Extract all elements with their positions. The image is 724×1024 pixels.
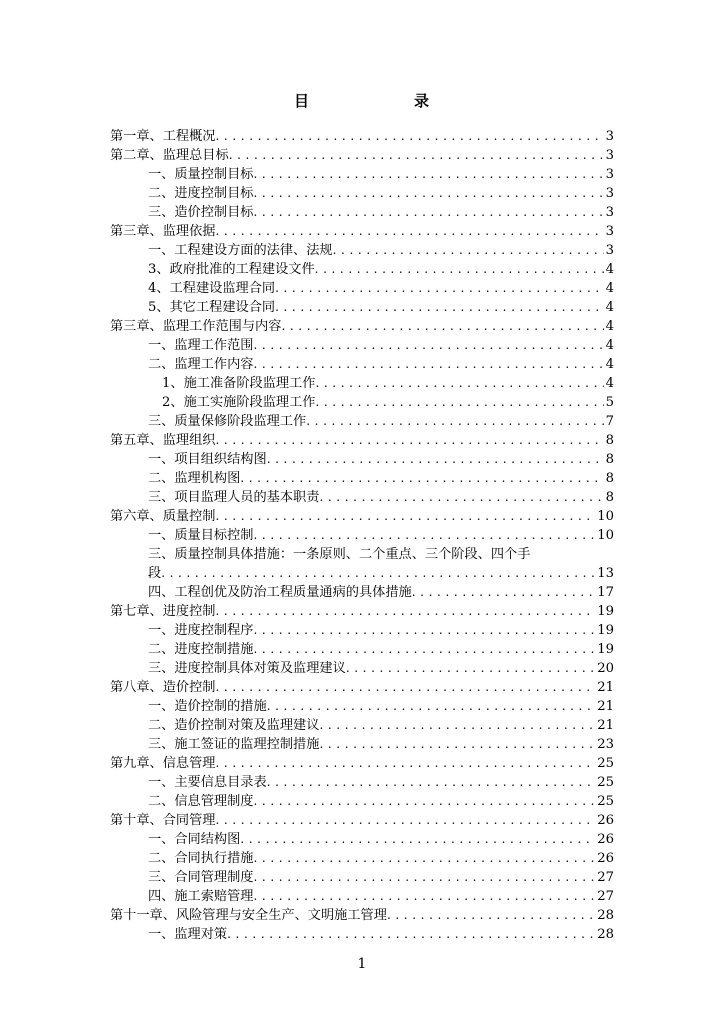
toc-entry-page: 19	[597, 642, 614, 657]
toc-dot-leader	[254, 203, 604, 222]
toc-entry-label: 三、质量保修阶段监理工作	[148, 414, 307, 429]
toc-entry-page: 23	[597, 737, 614, 752]
toc-entry-page: 25	[597, 794, 614, 809]
toc-entry[interactable]	[110, 298, 614, 317]
toc-entry-label: 二、监理机构图	[148, 471, 241, 486]
toc-entry-label: 三、进度控制具体对策及监理建议	[148, 661, 346, 676]
toc-entry[interactable]	[110, 374, 614, 393]
toc-entry-label: 1、施工准备阶段监理工作	[162, 376, 316, 391]
toc-entry-label: 一、质量控制目标	[148, 167, 254, 182]
toc-entry-label: 3、政府批准的工程建设文件	[148, 262, 315, 277]
toc-entry[interactable]	[110, 146, 614, 165]
toc-entry-label: 三、合同管理制度	[148, 870, 254, 885]
toc-dot-leader	[319, 716, 595, 735]
toc-entry-label: 二、监理工作内容	[148, 357, 254, 372]
toc-entry-label: 一、合同结构图	[148, 832, 241, 847]
toc-dot-leader	[216, 127, 604, 146]
toc-dot-leader	[254, 621, 596, 640]
toc-title-char-1: 目	[294, 92, 310, 110]
toc-entry[interactable]	[110, 678, 614, 697]
toc-entry[interactable]	[110, 488, 614, 507]
toc-entry-page: 3	[605, 205, 614, 220]
toc-dot-leader	[333, 241, 604, 260]
toc-entry-page: 4	[605, 300, 614, 315]
toc-entry-label: 三、施工签证的监理控制措施	[148, 737, 320, 752]
toc-entry[interactable]	[110, 355, 614, 374]
toc-entry-page: 4	[605, 376, 614, 391]
toc-entry-label: 第八章、造价控制	[110, 680, 216, 695]
toc-entry-page: 21	[597, 699, 614, 714]
toc-entry[interactable]	[110, 697, 614, 716]
toc-dot-leader	[216, 602, 596, 621]
toc-dot-leader	[315, 393, 603, 412]
toc-dot-leader	[254, 887, 596, 906]
toc-entry-page: 26	[597, 832, 614, 847]
toc-dot-leader	[254, 355, 604, 374]
toc-entry[interactable]	[110, 887, 614, 906]
toc-entry-page: 4	[605, 357, 614, 372]
toc-entry[interactable]	[110, 317, 614, 336]
toc-dot-leader	[315, 260, 604, 279]
toc-dot-leader	[275, 298, 604, 317]
toc-entry-label: 第六章、质量控制	[110, 509, 216, 524]
toc-dot-leader	[412, 583, 595, 602]
toc-entry-page: 8	[605, 452, 614, 467]
toc-entry[interactable]	[110, 754, 614, 773]
toc-title	[0, 90, 724, 112]
toc-entry[interactable]	[110, 659, 614, 678]
toc-entry[interactable]	[110, 925, 614, 944]
toc-entry-label: 4、工程建设监理合同	[148, 281, 276, 296]
toc-entry-label: 第一章、工程概况	[110, 129, 216, 144]
toc-entry-label: 三、质量控制具体措施：一条原则、二个重点、三个阶段、四个手	[148, 547, 531, 562]
toc-dot-leader	[254, 336, 604, 355]
toc-entry[interactable]	[110, 127, 614, 146]
toc-entry-page: 10	[597, 528, 614, 543]
toc-entry[interactable]	[110, 260, 614, 279]
toc-title-char-2: 录	[414, 92, 430, 110]
toc-entry[interactable]	[110, 431, 614, 450]
toc-entry-page: 17	[597, 585, 614, 600]
toc-entry-page: 8	[605, 471, 614, 486]
toc-dot-leader	[216, 431, 604, 450]
toc-entry-label: 第三章、监理依据	[110, 224, 216, 239]
toc-entry[interactable]	[110, 773, 614, 792]
toc-dot-leader	[387, 906, 595, 925]
toc-dot-leader	[346, 659, 595, 678]
toc-entry[interactable]	[110, 602, 614, 621]
toc-entry-page: 3	[605, 186, 614, 201]
toc-entry[interactable]	[110, 564, 614, 583]
toc-entry-page: 3	[605, 167, 614, 182]
toc-entry[interactable]	[110, 165, 614, 184]
toc-entry-label: 四、施工索赔管理	[148, 889, 254, 904]
toc-dot-leader	[240, 469, 603, 488]
toc-dot-leader	[254, 640, 596, 659]
toc-entry-page: 25	[597, 756, 614, 771]
toc-entry-page: 3	[605, 243, 614, 258]
page-number: 1	[357, 956, 367, 972]
toc-entry-page: 27	[597, 889, 614, 904]
toc-entry[interactable]	[110, 906, 614, 925]
toc-entry[interactable]	[110, 640, 614, 659]
toc-entry-label: 一、监理对策	[148, 927, 228, 942]
toc-entry-label: 三、造价控制目标	[148, 205, 254, 220]
toc-entry-label: 一、监理工作范围	[148, 338, 254, 353]
toc-entry-page: 13	[597, 566, 614, 581]
toc-entry-label: 5、其它工程建设合同	[148, 300, 276, 315]
toc-entry-page: 10	[597, 509, 614, 524]
toc-entry-page: 8	[605, 490, 614, 505]
toc-dot-leader	[254, 526, 596, 545]
toc-entry-label: 二、信息管理制度	[148, 794, 254, 809]
toc-entry[interactable]	[110, 450, 614, 469]
toc-entry-label: 第七章、进度控制	[110, 604, 216, 619]
toc-dot-leader	[267, 697, 596, 716]
toc-dot-leader	[254, 849, 596, 868]
toc-entry-label: 二、合同执行措施	[148, 851, 254, 866]
toc-entry-label: 第二章、监理总目标	[110, 148, 229, 163]
toc-dot-leader	[216, 754, 596, 773]
toc-dot-leader	[227, 925, 595, 944]
toc-dot-leader	[216, 678, 596, 697]
toc-dot-leader	[240, 830, 595, 849]
toc-entry[interactable]	[110, 184, 614, 203]
toc-dot-leader	[161, 564, 595, 583]
toc-dot-leader	[267, 450, 604, 469]
toc-dot-leader	[254, 792, 596, 811]
toc-entry[interactable]	[110, 526, 614, 545]
toc-entry[interactable]	[110, 849, 614, 868]
toc-dot-leader	[281, 317, 603, 336]
toc-entry[interactable]	[110, 336, 614, 355]
table-of-contents	[110, 127, 614, 944]
toc-entry[interactable]	[110, 583, 614, 602]
toc-entry-label: 第九章、信息管理	[110, 756, 216, 771]
toc-dot-leader	[254, 184, 604, 203]
toc-entry-page: 20	[597, 661, 614, 676]
toc-entry[interactable]	[110, 393, 614, 412]
toc-entry-page: 4	[605, 281, 614, 296]
toc-entry-label: 第十章、合同管理	[110, 813, 216, 828]
toc-dot-leader	[319, 488, 603, 507]
toc-entry[interactable]	[110, 792, 614, 811]
toc-entry-page: 25	[597, 775, 614, 790]
toc-entry[interactable]	[110, 716, 614, 735]
toc-entry-page: 19	[597, 623, 614, 638]
toc-dot-leader	[216, 222, 604, 241]
toc-entry-label: 一、进度控制程序	[148, 623, 254, 638]
toc-entry-page: 3	[605, 129, 614, 144]
toc-entry[interactable]	[110, 545, 614, 564]
toc-dot-leader	[254, 165, 604, 184]
toc-dot-leader	[267, 773, 596, 792]
toc-entry-label: 四、工程创优及防治工程质量通病的具体措施	[148, 585, 412, 600]
toc-entry-page: 26	[597, 813, 614, 828]
toc-entry-page: 4	[605, 262, 614, 277]
toc-dot-leader	[254, 868, 596, 887]
toc-entry-page: 5	[605, 395, 614, 410]
toc-entry-label: 二、进度控制目标	[148, 186, 254, 201]
toc-entry-label: 一、工程建设方面的法律、法规	[148, 243, 333, 258]
toc-entry[interactable]	[110, 412, 614, 431]
toc-entry-label: 第五章、监理组织	[110, 433, 216, 448]
toc-entry[interactable]	[110, 203, 614, 222]
toc-entry[interactable]	[110, 811, 614, 830]
toc-entry-label: 段	[148, 566, 162, 581]
toc-entry[interactable]	[110, 469, 614, 488]
toc-entry-page: 3	[605, 224, 614, 239]
toc-entry[interactable]	[110, 868, 614, 887]
toc-dot-leader	[275, 279, 604, 298]
toc-entry-label: 二、进度控制措施	[148, 642, 254, 657]
toc-entry-label: 一、项目组织结构图	[148, 452, 267, 467]
toc-dot-leader	[306, 412, 603, 431]
toc-entry-page: 26	[597, 851, 614, 866]
toc-entry[interactable]	[110, 830, 614, 849]
toc-entry-page: 8	[605, 433, 614, 448]
toc-entry-page: 21	[597, 718, 614, 733]
toc-entry-label: 第三章、监理工作范围与内容	[110, 319, 282, 334]
toc-entry[interactable]	[110, 222, 614, 241]
toc-entry-page: 3	[605, 148, 614, 163]
toc-entry-page: 21	[597, 680, 614, 695]
toc-entry-label: 第十一章、风险管理与安全生产、文明施工管理	[110, 908, 387, 923]
toc-entry-page: 4	[605, 338, 614, 353]
toc-entry-page: 27	[597, 870, 614, 885]
toc-entry-page: 28	[597, 908, 614, 923]
toc-entry[interactable]	[110, 621, 614, 640]
toc-entry-label: 三、项目监理人员的基本职责	[148, 490, 320, 505]
toc-entry-label: 一、主要信息目录表	[148, 775, 267, 790]
toc-entry-page: 19	[597, 604, 614, 619]
toc-dot-leader	[319, 735, 595, 754]
toc-entry[interactable]	[110, 735, 614, 754]
toc-entry-label: 一、质量目标控制	[148, 528, 254, 543]
toc-dot-leader	[229, 146, 604, 165]
toc-dot-leader	[216, 811, 596, 830]
toc-dot-leader	[216, 507, 596, 526]
toc-entry-label: 2、施工实施阶段监理工作	[162, 395, 316, 410]
toc-entry[interactable]	[110, 241, 614, 260]
toc-entry-label: 一、造价控制的措施	[148, 699, 267, 714]
toc-entry-page: 7	[605, 414, 614, 429]
toc-entry-page: 28	[597, 927, 614, 942]
toc-entry[interactable]	[110, 279, 614, 298]
toc-entry-page: 4	[605, 319, 614, 334]
toc-entry[interactable]	[110, 507, 614, 526]
toc-dot-leader	[315, 374, 603, 393]
toc-entry-label: 二、造价控制对策及监理建议	[148, 718, 320, 733]
